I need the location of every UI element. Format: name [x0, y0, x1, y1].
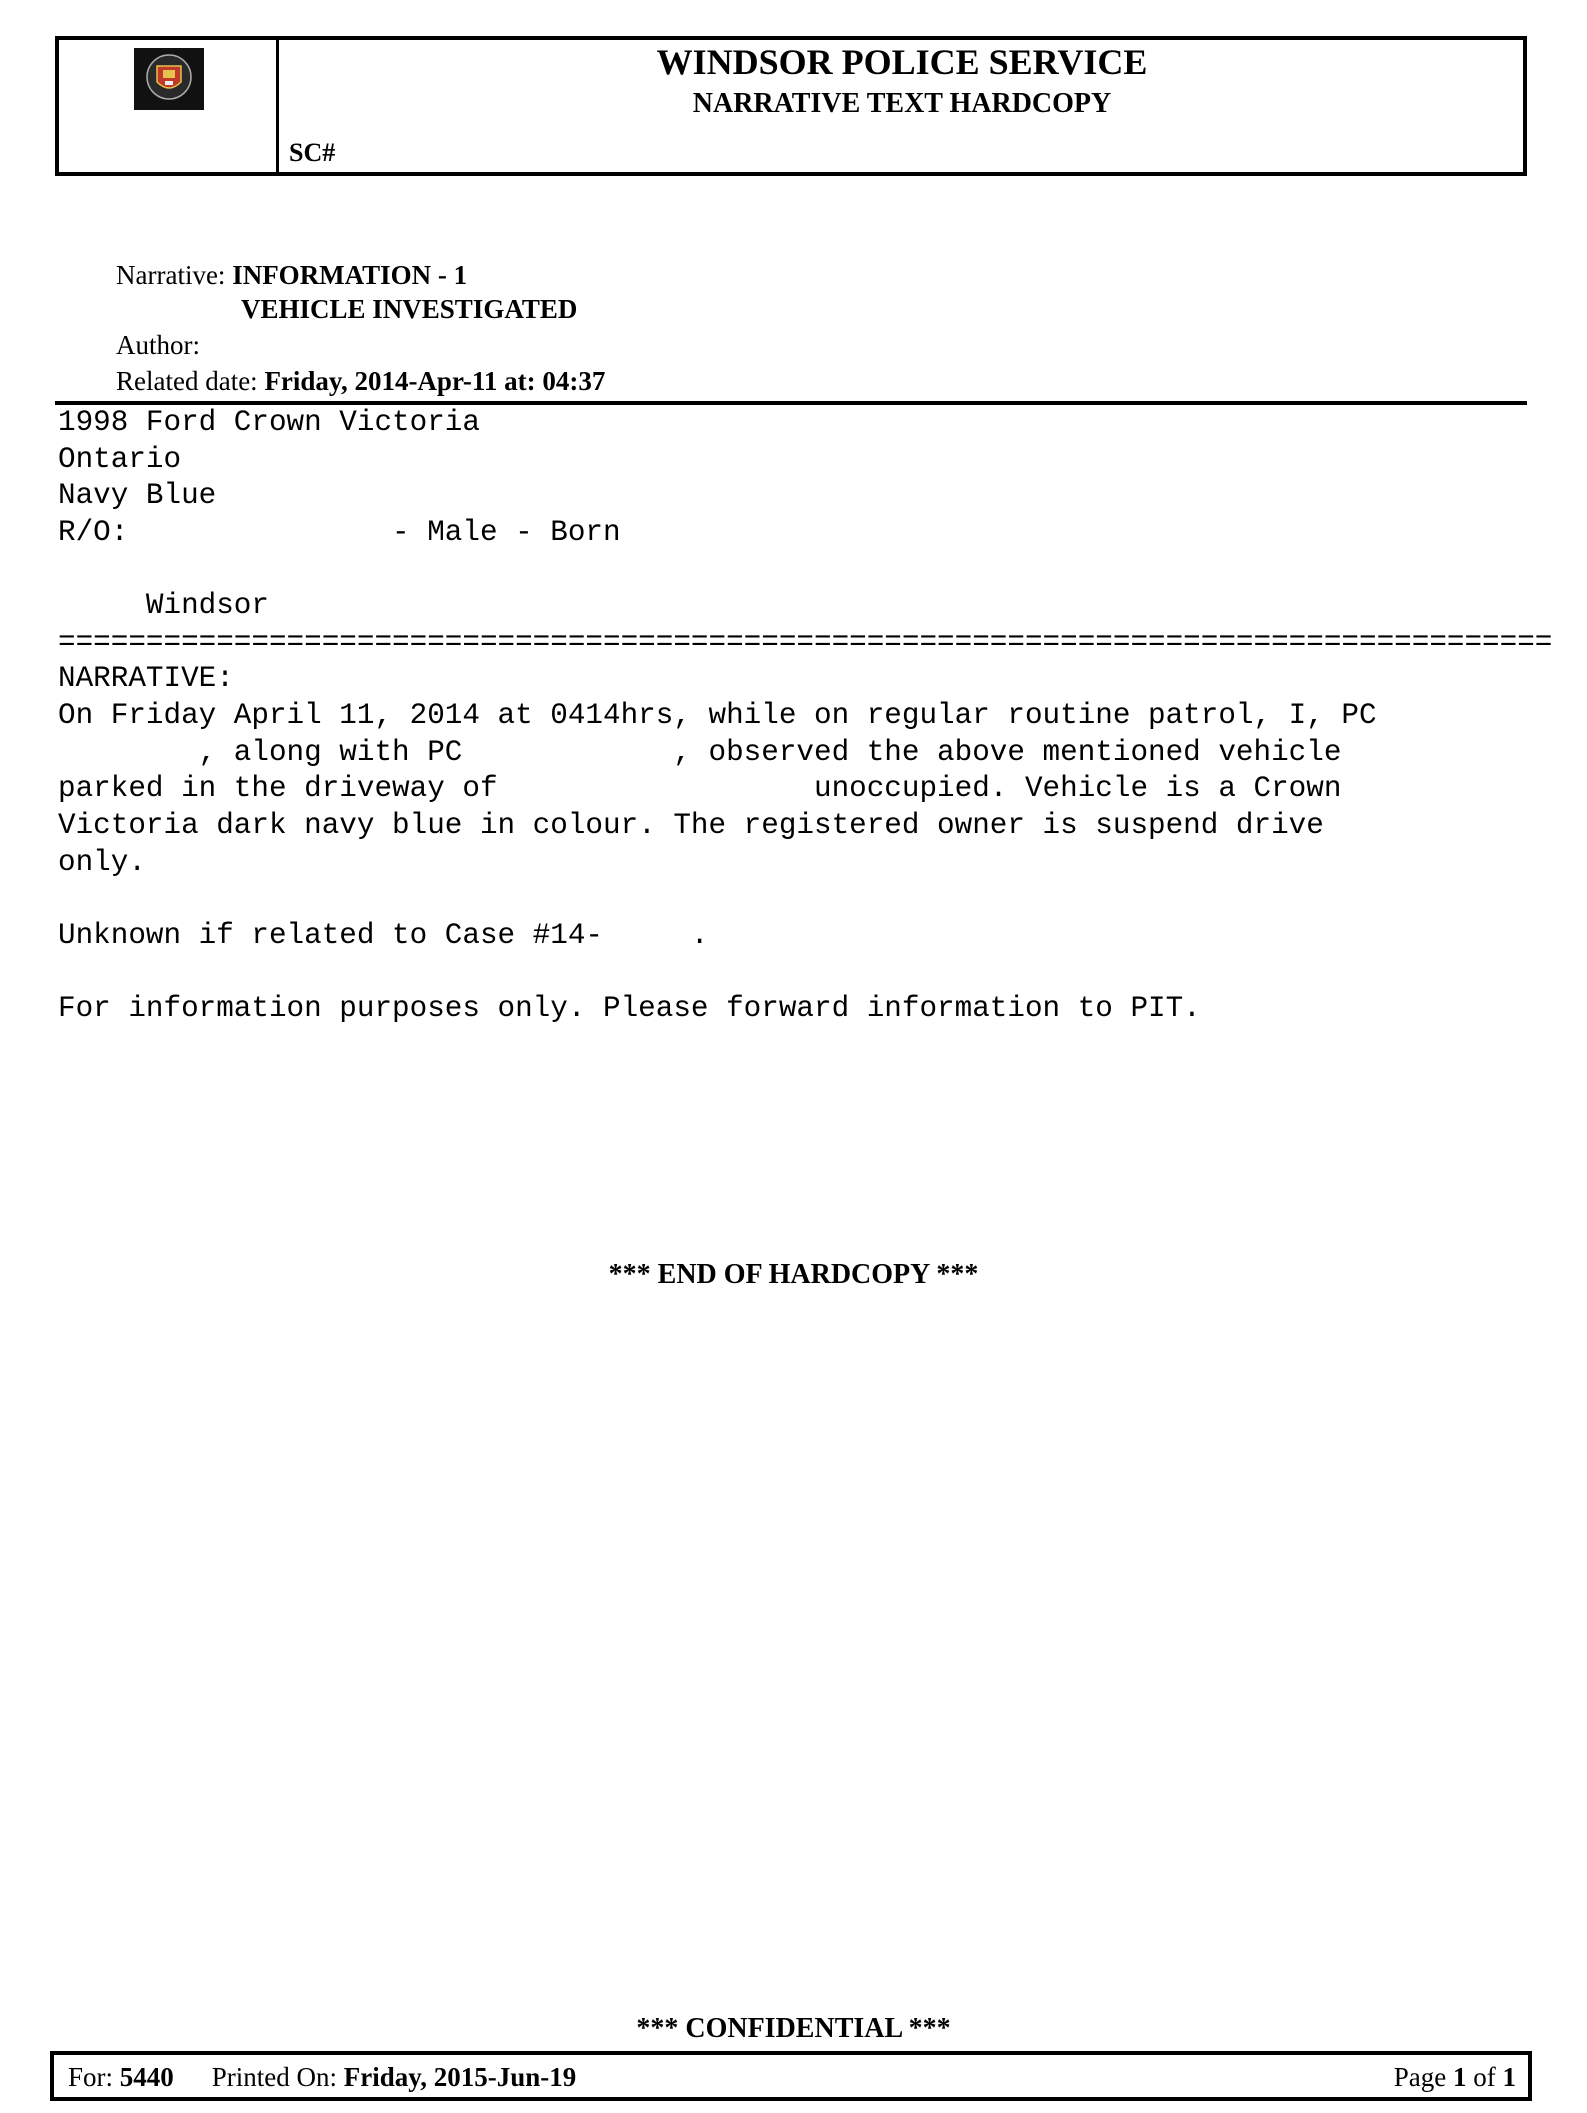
separator-line: ===================================================================================== [58, 626, 1553, 659]
page-label: Page [1393, 2062, 1447, 2092]
narrative-value-2: VEHICLE INVESTIGATED [241, 294, 578, 324]
vehicle-line: R/O: - Male - Born [58, 516, 621, 549]
report-title: WINDSOR POLICE SERVICE [656, 42, 1148, 82]
police-crest-icon [134, 48, 204, 110]
narrative-text-line: Victoria dark navy blue in colour. The registered owner is suspend drive [58, 809, 1324, 842]
printed-label: Printed On: [211, 2062, 338, 2092]
author-label: Author: [116, 330, 200, 360]
page-total: 1 [1502, 2062, 1516, 2092]
vehicle-line: Windsor [58, 589, 269, 622]
narrative-label: Narrative: [116, 260, 226, 290]
page-of: of [1473, 2062, 1496, 2092]
narrative-text-line: On Friday April 11, 2014 at 0414hrs, while on regular routine patrol, I, PC [58, 699, 1377, 732]
report-footer [50, 2051, 1532, 2101]
narrative-text-line: Unknown if related to Case #14- . [58, 919, 709, 952]
logo-cell [59, 40, 279, 172]
footer-left [68, 2062, 576, 2093]
windsor-police-crest [134, 48, 204, 110]
page-current: 1 [1453, 2062, 1467, 2092]
narrative-text-line: parked in the driveway of unoccupied. Vehicle is a Crown [58, 772, 1342, 805]
related-date-label: Related date: [116, 366, 258, 396]
for-value: 5440 [119, 2062, 174, 2092]
narrative-line [116, 258, 467, 292]
end-of-hardcopy: *** END OF HARDCOPY *** [608, 1259, 979, 1290]
vehicle-line: Navy Blue [58, 479, 217, 512]
vehicle-line: Ontario [58, 443, 182, 476]
report-header [55, 36, 1527, 176]
related-date-value: Friday, 2014-Apr-11 at: 04:37 [264, 366, 606, 396]
narrative-value: INFORMATION - 1 [232, 260, 468, 290]
sc-label: SC# [289, 138, 336, 167]
vehicle-line: 1998 Ford Crown Victoria [58, 406, 480, 439]
page-indicator [1394, 2062, 1516, 2093]
narrative-heading: NARRATIVE: [58, 662, 234, 695]
related-date-line [116, 364, 605, 398]
narrative-text-line: For information purposes only. Please forward information to PIT. [58, 992, 1201, 1025]
narrative-text-line: only. [58, 846, 146, 879]
for-label: For: [68, 2062, 114, 2092]
report-subtitle: NARRATIVE TEXT HARDCOPY [692, 88, 1112, 119]
confidential-label: *** CONFIDENTIAL *** [636, 2013, 951, 2044]
narrative-text-line: , along with PC , observed the above mentioned vehicle [58, 736, 1342, 769]
printed-value: Friday, 2015-Jun-19 [343, 2062, 577, 2092]
